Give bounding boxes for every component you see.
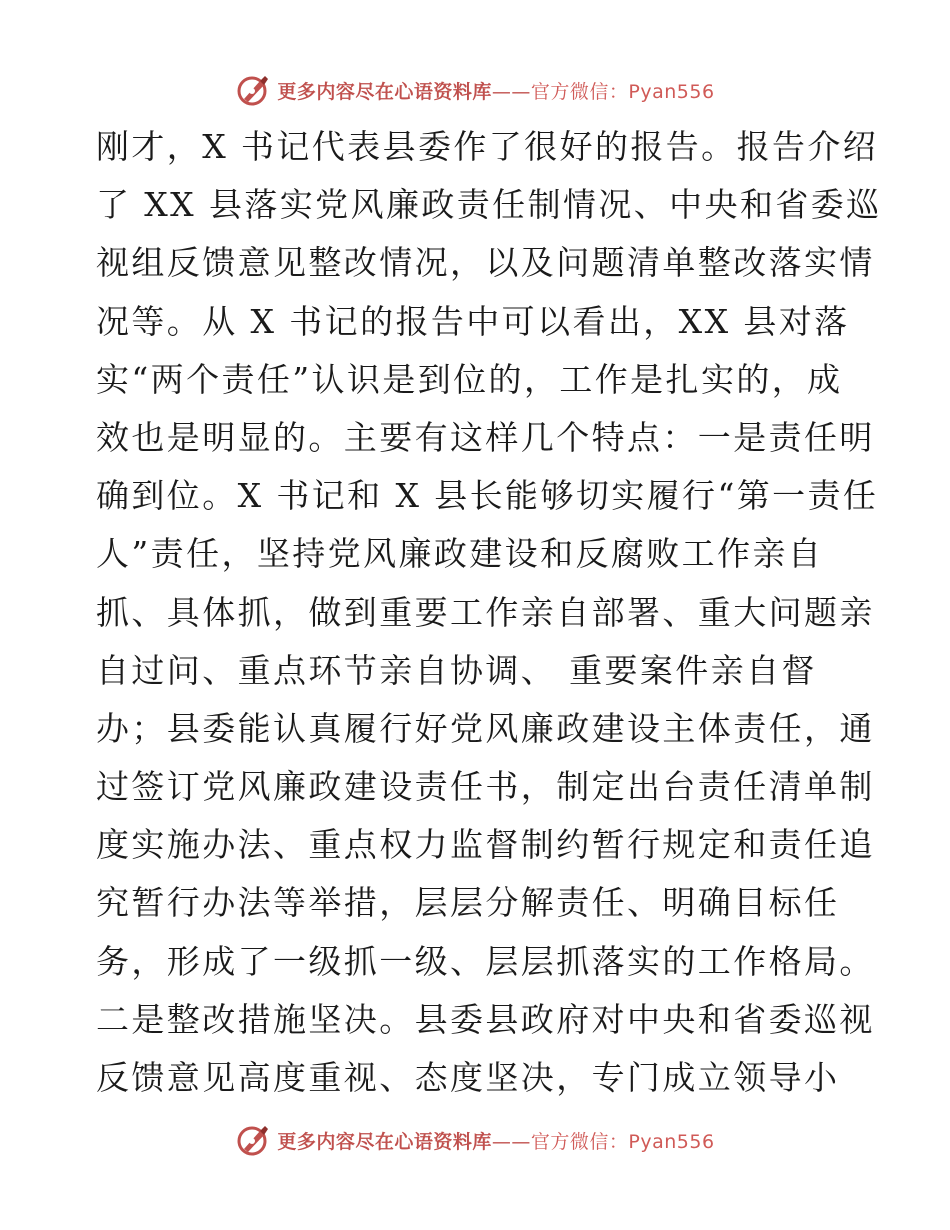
banner-text bbox=[277, 1127, 714, 1154]
paragraph-line: 过签订党风廉政建设责任书，制定出台责任清单制 bbox=[96, 767, 875, 807]
paragraph-line: 了 XX 县落实党风廉政责任制情况、中央和省委巡 bbox=[96, 185, 882, 225]
paragraph-line: 人”责任，坚持党风廉政建设和反腐败工作亲自 bbox=[96, 534, 824, 574]
paragraph-line: 视组反馈意见整改情况，以及问题清单整改落实情 bbox=[96, 243, 875, 283]
paragraph-line: 办；县委能认真履行好党风廉政建设主体责任，通 bbox=[96, 708, 875, 748]
banner-dash: —— bbox=[491, 1130, 531, 1153]
paragraph-line: 务，形成了一级抓一级、层层抓落实的工作格局。 bbox=[96, 941, 875, 981]
document-body bbox=[96, 118, 882, 1107]
banner-lead-text: 更多内容尽在心语资料库 bbox=[277, 80, 492, 103]
pen-logo-icon bbox=[235, 72, 271, 108]
banner-dash: —— bbox=[491, 80, 531, 103]
paragraph-line: 究暂行办法等举措，层层分解责任、明确目标任 bbox=[96, 883, 840, 923]
pen-logo-icon bbox=[235, 1122, 271, 1158]
paragraph-line: 自过问、重点环节亲自协调、 重要案件亲自督 bbox=[96, 650, 817, 690]
paragraph-line: 抓、具体抓，做到重要工作亲自部署、重大问题亲 bbox=[96, 592, 875, 632]
banner-wechat-text: 官方微信：Pyan556 bbox=[530, 80, 715, 103]
footer-watermark-banner bbox=[0, 1120, 950, 1160]
paragraph-line: 二是整改措施坚决。县委县政府对中央和省委巡视 bbox=[96, 999, 875, 1039]
paragraph-line: 刚才，X 书记代表县委作了很好的报告。报告介绍 bbox=[96, 127, 879, 166]
paragraph-line: 度实施办法、重点权力监督制约暂行规定和责任追 bbox=[96, 825, 875, 865]
header-watermark-banner bbox=[0, 70, 950, 110]
paragraph-line: 况等。从 X 书记的报告中可以看出，XX 县对落 bbox=[96, 301, 850, 341]
banner-lead-text: 更多内容尽在心语资料库 bbox=[277, 1130, 492, 1153]
paragraph-line: 反馈意见高度重视、态度坚决，专门成立领导小 bbox=[96, 1058, 840, 1097]
paragraph-line: 效也是明显的。主要有这样几个特点：一是责任明 bbox=[96, 417, 875, 457]
paragraph-line: 实“两个责任”认识是到位的，工作是扎实的，成 bbox=[96, 359, 843, 399]
banner-wechat-text: 官方微信：Pyan556 bbox=[530, 1130, 715, 1153]
banner-text bbox=[277, 77, 714, 104]
paragraph-line: 确到位。X 书记和 X 县长能够切实履行“第一责任 bbox=[96, 476, 879, 516]
